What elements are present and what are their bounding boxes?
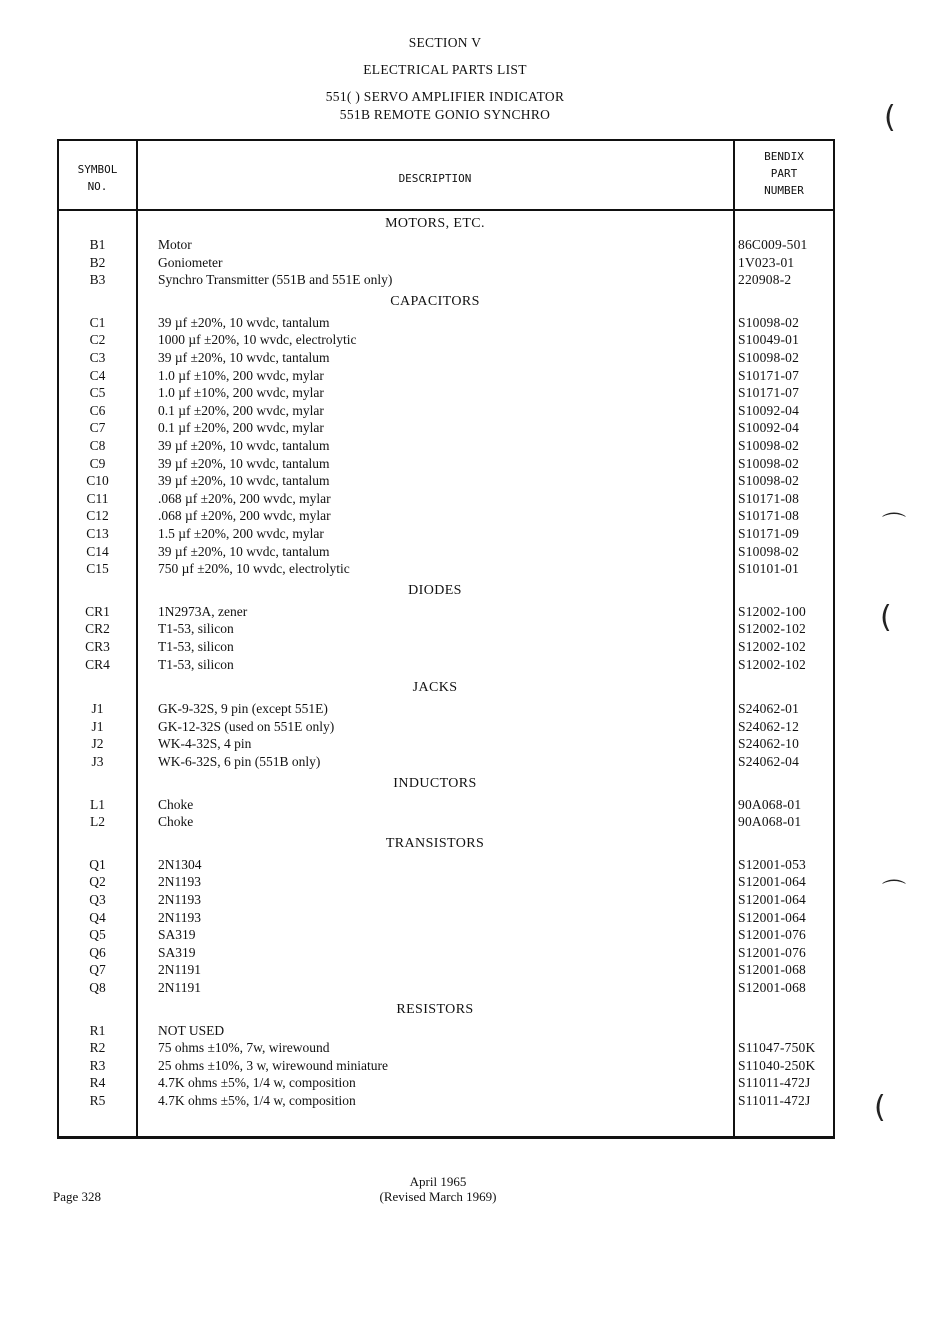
bendix-part-number: S11011-472J <box>738 1075 811 1091</box>
part-description: 2N1193 <box>158 874 201 890</box>
part-description: Goniometer <box>158 254 223 270</box>
bendix-part-number: S10171-07 <box>738 367 800 383</box>
symbol-number: Q5 <box>89 927 106 943</box>
symbol-number: R5 <box>89 1093 106 1108</box>
symbol-number: C14 <box>86 543 109 559</box>
bendix-part-number: S10092-04 <box>738 420 800 436</box>
bendix-part-number: S10098-02 <box>738 455 800 471</box>
part-description: 1.5 µf ±20%, 200 wvdc, mylar <box>158 526 324 541</box>
symbol-number: L1 <box>90 796 105 812</box>
part-description: Synchro Transmitter (551B and 551E only) <box>158 272 393 288</box>
bendix-part-number: S10098-02 <box>738 350 800 365</box>
symbol-number: Q6 <box>89 944 106 960</box>
part-description: .068 µf ±20%, 200 wvdc, mylar <box>158 508 331 524</box>
symbol-number: B1 <box>89 237 106 252</box>
part-description: 2N1304 <box>158 856 202 872</box>
part-description: 39 µf ±20%, 10 wvdc, tantalum <box>158 473 330 489</box>
symbol-number: C3 <box>89 350 106 365</box>
symbol-number: C7 <box>89 420 106 436</box>
part-description: GK-12-32S (used on 551E only) <box>158 718 335 734</box>
part-description: 1N2973A, zener <box>158 603 248 619</box>
part-description: NOT USED <box>158 1022 225 1038</box>
bendix-part-number: S12002-102 <box>738 639 807 654</box>
part-description: 750 µf ±20%, 10 wvdc, electrolytic <box>158 561 350 577</box>
bendix-part-number: S12002-102 <box>738 621 807 637</box>
bendix-part-number: S12002-100 <box>738 603 807 619</box>
column-divider-symbol <box>136 139 138 1139</box>
symbol-header-line2: NO. <box>87 180 108 193</box>
binder-hole-mark: ⌒ <box>882 878 906 906</box>
bendix-part-number: S12001-064 <box>738 874 807 890</box>
symbol-number: R3 <box>89 1057 106 1073</box>
category-heading: TRANSISTORS <box>385 835 485 851</box>
part-description: 2N1191 <box>158 980 201 995</box>
bendix-part-number: S11047-750K <box>738 1040 816 1056</box>
symbol-number: C2 <box>89 332 106 348</box>
part-description: SA319 <box>158 944 196 960</box>
category-heading: INDUCTORS <box>393 775 477 791</box>
symbol-number: R2 <box>89 1040 106 1056</box>
part-description: 2N1193 <box>158 892 201 907</box>
bendix-part-number: S10049-01 <box>738 332 800 348</box>
symbol-number: J1 <box>91 718 104 734</box>
issue-date: April 1965 <box>409 1174 467 1189</box>
bendix-part-number: S12001-068 <box>738 980 807 995</box>
part-header-line1: BENDIX <box>764 150 804 163</box>
symbol-number: J2 <box>91 736 104 752</box>
bendix-part-number: 90A068-01 <box>738 814 802 830</box>
bendix-part-number: S12001-053 <box>738 856 807 872</box>
part-description: 4.7K ohms ±5%, 1/4 w, composition <box>158 1093 356 1108</box>
parts-list-title: ELECTRICAL PARTS LIST <box>363 62 527 77</box>
symbol-number: Q4 <box>89 909 106 925</box>
bendix-part-number: 90A068-01 <box>738 796 802 812</box>
part-description: WK-4-32S, 4 pin <box>158 736 252 752</box>
part-description: Motor <box>158 237 192 252</box>
part-description: 0.1 µf ±20%, 200 wvdc, mylar <box>158 402 324 418</box>
symbol-number: B2 <box>89 254 106 270</box>
bendix-part-number: S24062-12 <box>738 718 800 734</box>
bendix-part-number: S10171-08 <box>738 508 800 524</box>
category-heading: DIODES <box>408 582 462 598</box>
bendix-part-number: S10098-02 <box>738 543 800 559</box>
bendix-part-number: S11040-250K <box>738 1057 816 1073</box>
part-description: Choke <box>158 796 194 812</box>
symbol-number: CR1 <box>85 603 110 619</box>
bendix-part-number: 1V023-01 <box>738 254 795 270</box>
symbol-number: C12 <box>86 508 109 524</box>
symbol-number: C15 <box>86 561 109 577</box>
part-description: Choke <box>158 814 194 830</box>
symbol-number: C11 <box>86 490 109 506</box>
part-description: 1.0 µf ±10%, 200 wvdc, mylar <box>158 367 324 383</box>
symbol-number: C10 <box>86 473 109 489</box>
symbol-number: Q8 <box>89 980 106 995</box>
symbol-number: B3 <box>89 272 106 288</box>
part-description: GK-9-32S, 9 pin (except 551E) <box>158 701 328 717</box>
category-heading: RESISTORS <box>396 1001 474 1017</box>
symbol-number: C9 <box>89 455 106 471</box>
part-description: 75 ohms ±10%, 7w, wirewound <box>158 1040 330 1056</box>
binder-hole-mark: ( <box>880 600 892 635</box>
part-description: 4.7K ohms ±5%, 1/4 w, composition <box>158 1075 356 1091</box>
unit-title-line1: 551( ) SERVO AMPLIFIER INDICATOR <box>325 89 565 104</box>
description-column-header: DESCRIPTION <box>398 172 472 185</box>
bendix-part-number: S10092-04 <box>738 402 800 418</box>
part-description: 25 ohms ±10%, 3 w, wirewound miniature <box>158 1057 389 1073</box>
bendix-part-number: S12001-076 <box>738 944 807 960</box>
bendix-part-number: S10171-08 <box>738 490 800 506</box>
part-description: 39 µf ±20%, 10 wvdc, tantalum <box>158 438 330 453</box>
symbol-number: Q1 <box>89 856 106 872</box>
symbol-number: Q3 <box>89 892 106 907</box>
bendix-part-number: S10098-02 <box>738 314 800 330</box>
part-description: 39 µf ±20%, 10 wvdc, tantalum <box>158 350 330 365</box>
bendix-part-number: 86C009-501 <box>738 237 808 252</box>
part-description: 2N1193 <box>158 909 201 925</box>
symbol-number: J1 <box>91 701 104 717</box>
part-description: .068 µf ±20%, 200 wvdc, mylar <box>158 490 331 506</box>
part-description: 39 µf ±20%, 10 wvdc, tantalum <box>158 543 330 559</box>
part-header-line2: PART <box>770 167 798 180</box>
bendix-part-number: S12001-076 <box>738 927 807 943</box>
symbol-number: C4 <box>89 367 106 383</box>
bendix-part-number: S10098-02 <box>738 473 800 489</box>
bendix-part-number: S24062-01 <box>738 701 800 717</box>
category-heading: CAPACITORS <box>390 293 480 309</box>
bendix-part-number: S12001-064 <box>738 892 807 907</box>
bendix-part-number: 220908-2 <box>738 272 792 288</box>
part-description: 2N1191 <box>158 962 201 978</box>
part-header-line3: NUMBER <box>764 184 804 197</box>
symbol-number: C1 <box>89 314 106 330</box>
part-description: T1-53, silicon <box>158 621 234 637</box>
part-description: T1-53, silicon <box>158 639 234 654</box>
symbol-number: C13 <box>86 526 109 541</box>
header-divider <box>57 209 835 211</box>
binder-hole-mark: ( <box>884 100 896 135</box>
category-heading: MOTORS, ETC. <box>385 216 485 231</box>
part-number-column-header <box>735 148 833 199</box>
part-description: 39 µf ±20%, 10 wvdc, tantalum <box>158 455 330 471</box>
part-description: 1000 µf ±20%, 10 wvdc, electrolytic <box>158 332 357 348</box>
part-description: 1.0 µf ±10%, 200 wvdc, mylar <box>158 385 324 401</box>
part-description: 0.1 µf ±20%, 200 wvdc, mylar <box>158 420 324 436</box>
bendix-part-number: S10098-02 <box>738 438 800 453</box>
symbol-number: Q2 <box>89 874 106 890</box>
bendix-part-number: S12002-102 <box>738 656 807 672</box>
page-number: Page 328 <box>53 1189 102 1204</box>
bendix-part-number: S24062-10 <box>738 736 800 752</box>
symbol-number: L2 <box>90 814 105 830</box>
part-description: T1-53, silicon <box>158 656 234 672</box>
section-heading: SECTION V <box>408 35 482 50</box>
symbol-number: CR4 <box>85 656 110 672</box>
symbol-number: Q7 <box>89 962 106 978</box>
symbol-number: C8 <box>89 438 106 453</box>
symbol-number: J3 <box>91 754 104 769</box>
binder-hole-mark: ⌒ <box>882 511 906 539</box>
symbol-column-header <box>59 161 136 195</box>
symbol-number: CR2 <box>85 621 110 637</box>
bendix-part-number: S24062-04 <box>738 754 800 769</box>
category-heading: JACKS <box>412 680 458 696</box>
part-description: WK-6-32S, 6 pin (551B only) <box>158 754 321 769</box>
bendix-part-number: S12001-068 <box>738 962 807 978</box>
column-divider-part <box>733 139 735 1139</box>
unit-title-line2: 551B REMOTE GONIO SYNCHRO <box>339 107 551 122</box>
bendix-part-number: S10171-09 <box>738 526 800 541</box>
bendix-part-number: S12001-064 <box>738 909 807 925</box>
bendix-part-number: S11011-472J <box>738 1093 811 1108</box>
bendix-part-number: S10171-07 <box>738 385 800 401</box>
part-description: SA319 <box>158 927 196 943</box>
part-description: 39 µf ±20%, 10 wvdc, tantalum <box>158 314 330 330</box>
symbol-number: R1 <box>89 1022 106 1038</box>
symbol-number: C5 <box>89 385 106 401</box>
revision-date: (Revised March 1969) <box>379 1189 497 1204</box>
symbol-header-line1: SYMBOL <box>77 163 118 176</box>
symbol-number: CR3 <box>85 639 110 654</box>
symbol-number: R4 <box>89 1075 106 1091</box>
bendix-part-number: S10101-01 <box>738 561 800 577</box>
binder-hole-mark: ( <box>874 1090 886 1125</box>
symbol-number: C6 <box>89 402 106 418</box>
